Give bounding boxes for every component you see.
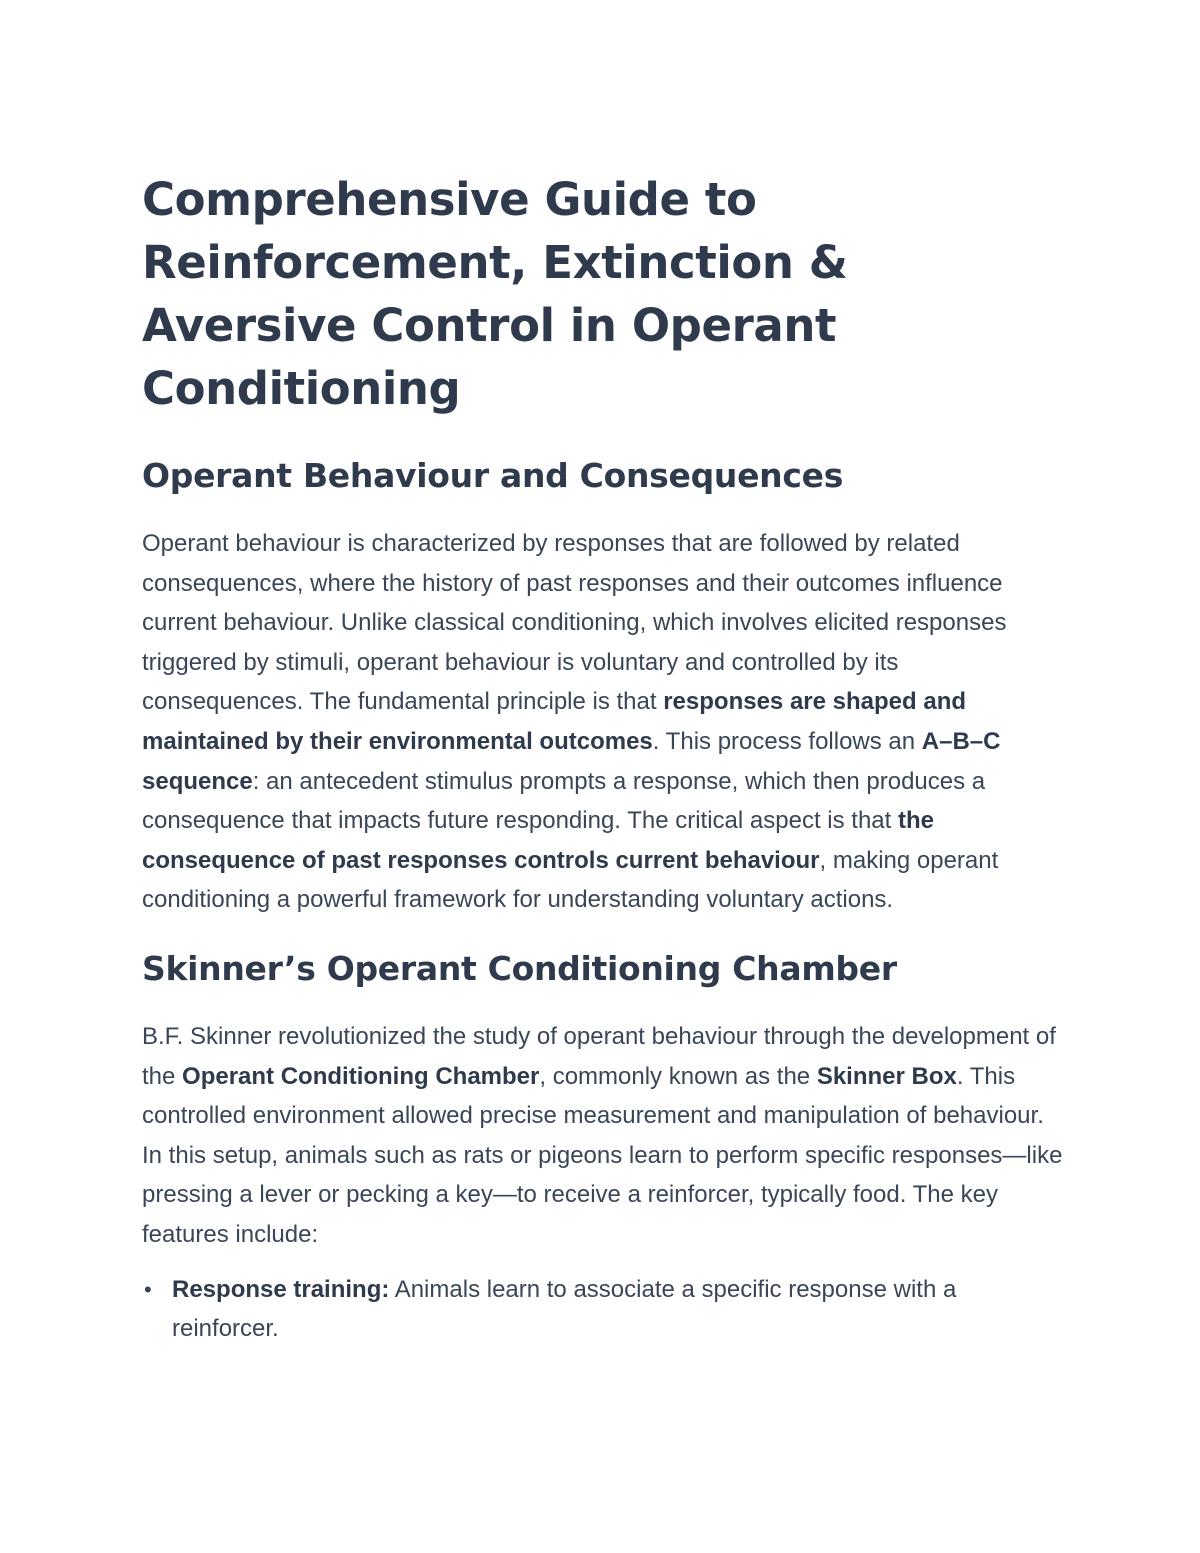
paragraph-bold-text: responses are shaped and maintained by their environmental outcomes [142,688,967,755]
paragraph-text: Operant behaviour is characterized by responses that are followed by related consequences, where the history of past responses and their outcomes influence current behaviour. Unlike classical conditioning, which involves elicited responses triggered by stimuli, operant behaviour is voluntary and controlled by its consequences. The fundamental principle is that [142,530,1007,716]
paragraph-text: B.F. Skinner revolutionized the study of operant behaviour through the development of the [142,1022,1056,1090]
list-item [142,1270,1064,1349]
document-page [142,168,1064,1349]
section-heading-skinner-chamber: Skinner’s Operant Conditioning Chamber [142,948,897,988]
paragraph-bold-text: Operant Conditioning Chamber [182,1062,540,1090]
key-features-list [142,1270,1064,1349]
list-item-text: Animals learn to associate a specific response with a reinforcer. [172,1275,957,1343]
list-item-label: Response training: [172,1275,390,1303]
paragraph-text: , commonly known as the [539,1062,817,1090]
bullet-icon: • [144,1276,152,1302]
paragraph-text: , making operant conditioning a powerful framework for understanding voluntary actions. [142,846,999,914]
paragraph-text: : an antecedent stimulus prompts a response, which then produces a consequence that impacts future responding. The critical aspect is that [142,767,986,835]
paragraph-bold-text: A–B–C sequence [142,727,1001,795]
paragraph-text: . This controlled environment allowed precise measurement and manipulation of behaviour. In this setup, animals such as rats or pigeons learn to perform specific responses—like pressing a lever or pecking a key—to receive a reinforcer, typically food. The key features include: [142,1062,1063,1248]
section-paragraph-skinner-chamber [142,1017,1064,1255]
paragraph-bold-text: the consequence of past responses controls current behaviour [142,807,934,874]
section-heading-operant-behaviour: Operant Behaviour and Consequences [142,456,844,495]
paragraph-bold-text: Skinner Box [816,1062,957,1090]
page-title: Comprehensive Guide to Reinforcement, Extinction & Aversive Control in Operant Conditioning [142,173,848,415]
paragraph-text: . This process follows an [652,727,922,755]
section-paragraph-operant-behaviour [142,524,1064,920]
